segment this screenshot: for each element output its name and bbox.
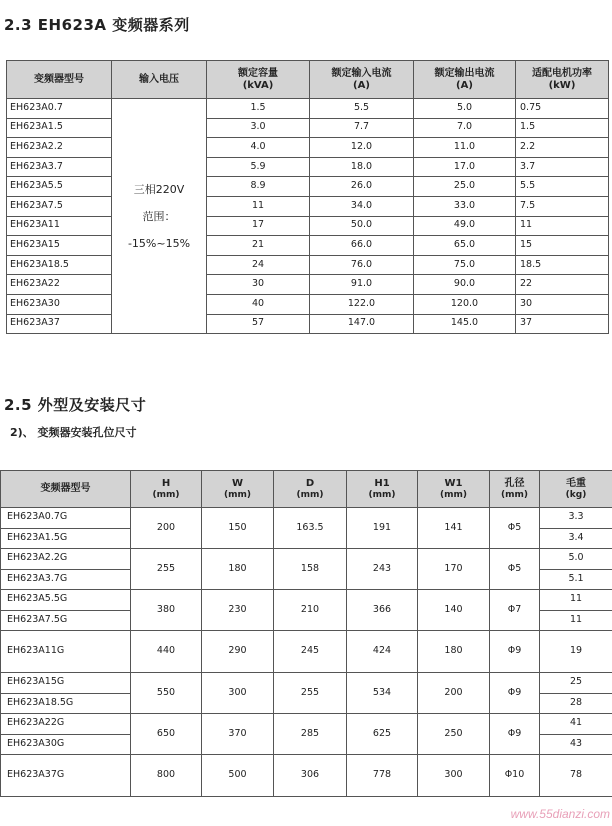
d-cell: 306: [274, 755, 347, 797]
model-cell: EH623A22G: [1, 714, 131, 735]
weight-cell: 5.1: [540, 569, 612, 590]
model-cell: EH623A15G: [1, 673, 131, 694]
h-cell: 650: [131, 714, 202, 755]
hole-cell: Φ7: [490, 590, 540, 631]
rated-output-current-cell: 11.0: [414, 138, 516, 158]
d-label: D: [305, 478, 315, 490]
col-model-header: 变频器型号: [7, 61, 112, 99]
h1-cell: 625: [347, 714, 418, 755]
table-row: [7, 255, 609, 275]
rated-capacity-cell: 1.5: [207, 99, 310, 119]
model-cell: EH623A7.5: [7, 196, 112, 216]
w-cell: 500: [202, 755, 274, 797]
col-w-header: [202, 471, 274, 508]
table-row: [1, 549, 612, 570]
motor-power-cell: 0.75: [516, 99, 609, 119]
rated-input-current-cell: 147.0: [310, 314, 414, 334]
mounting-dimensions-table: [0, 470, 612, 797]
w-cell: 150: [202, 508, 274, 549]
input-voltage-cell: [112, 99, 207, 334]
model-cell: EH623A15: [7, 236, 112, 256]
model-cell: EH623A37: [7, 314, 112, 334]
rated-output-current-unit: (A): [456, 79, 473, 91]
rated-input-current-unit: (A): [353, 79, 370, 91]
w-cell: 230: [202, 590, 274, 631]
rated-output-current-cell: 5.0: [414, 99, 516, 119]
w-unit: (mm): [224, 489, 251, 500]
h1-label: H1: [374, 478, 390, 490]
h1-unit: (mm): [368, 489, 396, 500]
col-rated-input-current-header: [310, 61, 414, 99]
h1-cell: 778: [347, 755, 418, 797]
col-h1-header: [347, 471, 418, 508]
rated-input-current-label: 额定输入电流: [331, 68, 392, 79]
hole-cell: Φ9: [490, 631, 540, 673]
section-2-5-subtitle: 2)、 变频器安装孔位尺寸: [10, 426, 137, 439]
hole-cell: Φ9: [490, 714, 540, 755]
model-cell: EH623A37G: [1, 755, 131, 797]
h-cell: 255: [131, 549, 202, 590]
table-row: [1, 755, 612, 797]
rated-output-current-cell: 25.0: [414, 177, 516, 197]
rated-input-current-cell: 5.5: [310, 99, 414, 119]
motor-power-cell: 5.5: [516, 177, 609, 197]
h1-cell: 243: [347, 549, 418, 590]
w1-cell: 141: [418, 508, 490, 549]
w1-cell: 200: [418, 673, 490, 714]
hole-label: 孔径: [504, 478, 525, 490]
motor-power-cell: 37: [516, 314, 609, 334]
model-cell: EH623A22: [7, 275, 112, 295]
w-cell: 290: [202, 631, 274, 673]
model-cell: EH623A30G: [1, 734, 131, 755]
rated-capacity-cell: 4.0: [207, 138, 310, 158]
h-cell: 380: [131, 590, 202, 631]
weight-cell: 25: [540, 673, 612, 694]
motor-power-cell: 7.5: [516, 196, 609, 216]
model-cell: EH623A5.5: [7, 177, 112, 197]
d-cell: 163.5: [274, 508, 347, 549]
table-row: [7, 275, 609, 295]
table-row: [7, 157, 609, 177]
rated-capacity-cell: 5.9: [207, 157, 310, 177]
h1-cell: 191: [347, 508, 418, 549]
rated-input-current-cell: 26.0: [310, 177, 414, 197]
h1-cell: 424: [347, 631, 418, 673]
col-h-header: [131, 471, 202, 508]
model-cell: EH623A0.7G: [1, 508, 131, 529]
table-row: [7, 236, 609, 256]
w1-cell: 170: [418, 549, 490, 590]
d-cell: 210: [274, 590, 347, 631]
section-2-5-title: 2.5 外型及安装尺寸: [4, 396, 147, 414]
w-cell: 180: [202, 549, 274, 590]
h1-cell: 366: [347, 590, 418, 631]
hole-cell: Φ5: [490, 508, 540, 549]
col-motor-power-header: [516, 61, 609, 99]
model-cell: EH623A5.5G: [1, 590, 131, 611]
table-row: [1, 673, 612, 694]
rated-input-current-cell: 76.0: [310, 255, 414, 275]
h-cell: 200: [131, 508, 202, 549]
col-rated-capacity-header: [207, 61, 310, 99]
rated-input-current-cell: 122.0: [310, 294, 414, 314]
table-row: [7, 118, 609, 138]
rated-input-current-cell: 7.7: [310, 118, 414, 138]
rated-capacity-label: 额定容量: [238, 68, 278, 79]
rated-input-current-cell: 12.0: [310, 138, 414, 158]
table-row: [1, 508, 612, 529]
rated-capacity-cell: 30: [207, 275, 310, 295]
weight-cell: 78: [540, 755, 612, 797]
d-unit: (mm): [296, 489, 324, 500]
rated-input-current-cell: 34.0: [310, 196, 414, 216]
col-hole-header: [490, 471, 540, 508]
rated-input-current-cell: 91.0: [310, 275, 414, 295]
rated-input-current-cell: 66.0: [310, 236, 414, 256]
motor-power-cell: 18.5: [516, 255, 609, 275]
weight-cell: 3.3: [540, 508, 612, 529]
col-weight-header: [540, 471, 612, 508]
rated-output-current-cell: 65.0: [414, 236, 516, 256]
hole-cell: Φ9: [490, 673, 540, 714]
table-row: [7, 99, 609, 119]
weight-cell: 41: [540, 714, 612, 735]
hole-cell: Φ5: [490, 549, 540, 590]
motor-power-unit: (kW): [548, 79, 576, 91]
rated-input-current-cell: 50.0: [310, 216, 414, 236]
motor-power-cell: 2.2: [516, 138, 609, 158]
rated-capacity-cell: 40: [207, 294, 310, 314]
rated-capacity-cell: 3.0: [207, 118, 310, 138]
w-cell: 370: [202, 714, 274, 755]
w1-cell: 250: [418, 714, 490, 755]
w1-label: W1: [444, 478, 463, 490]
w1-cell: 140: [418, 590, 490, 631]
rated-capacity-cell: 8.9: [207, 177, 310, 197]
h-cell: 800: [131, 755, 202, 797]
rated-output-current-cell: 33.0: [414, 196, 516, 216]
motor-power-cell: 22: [516, 275, 609, 295]
table-row: [7, 138, 609, 158]
voltage-line: -15%~15%: [127, 236, 191, 250]
rated-output-current-cell: 75.0: [414, 255, 516, 275]
model-cell: EH623A3.7: [7, 157, 112, 177]
table-row: [7, 216, 609, 236]
w1-cell: 180: [418, 631, 490, 673]
table-row: [7, 314, 609, 334]
model-cell: EH623A0.7: [7, 99, 112, 119]
table-row: [7, 177, 609, 197]
model-cell: EH623A18.5G: [1, 693, 131, 714]
table-row: [1, 590, 612, 611]
rated-output-current-cell: 49.0: [414, 216, 516, 236]
table-row: [7, 294, 609, 314]
weight-cell: 11: [540, 590, 612, 611]
weight-cell: 43: [540, 734, 612, 755]
weight-cell: 5.0: [540, 549, 612, 570]
table-row: [1, 714, 612, 735]
rated-output-current-cell: 145.0: [414, 314, 516, 334]
w-cell: 300: [202, 673, 274, 714]
col-d-header: [274, 471, 347, 508]
rated-capacity-cell: 21: [207, 236, 310, 256]
model-cell: EH623A2.2: [7, 138, 112, 158]
voltage-line: 三相220V: [133, 182, 185, 196]
d-cell: 245: [274, 631, 347, 673]
col-model-header: 变频器型号: [1, 471, 131, 508]
rated-output-current-cell: 90.0: [414, 275, 516, 295]
weight-label: 毛重: [566, 478, 586, 490]
w1-unit: (mm): [440, 489, 467, 500]
d-cell: 285: [274, 714, 347, 755]
rated-output-current-cell: 120.0: [414, 294, 516, 314]
weight-cell: 3.4: [540, 528, 612, 549]
h-cell: 440: [131, 631, 202, 673]
rated-output-current-cell: 7.0: [414, 118, 516, 138]
motor-power-cell: 11: [516, 216, 609, 236]
weight-cell: 19: [540, 631, 612, 673]
motor-power-cell: 30: [516, 294, 609, 314]
model-cell: EH623A18.5: [7, 255, 112, 275]
w-label: W: [231, 478, 244, 490]
weight-cell: 11: [540, 610, 612, 631]
eh623a-series-table: [6, 60, 609, 334]
hole-cell: Φ10: [490, 755, 540, 797]
rated-output-current-cell: 17.0: [414, 157, 516, 177]
rated-capacity-cell: 11: [207, 196, 310, 216]
d-cell: 158: [274, 549, 347, 590]
w1-cell: 300: [418, 755, 490, 797]
h-cell: 550: [131, 673, 202, 714]
model-cell: EH623A2.2G: [1, 549, 131, 570]
col-input-voltage-header: 输入电压: [112, 61, 207, 99]
motor-power-cell: 15: [516, 236, 609, 256]
table-row: [7, 196, 609, 216]
motor-power-cell: 3.7: [516, 157, 609, 177]
h1-cell: 534: [347, 673, 418, 714]
table-header-row: [1, 471, 612, 508]
rated-capacity-cell: 24: [207, 255, 310, 275]
rated-capacity-unit: (kVA): [242, 79, 274, 91]
model-cell: EH623A11: [7, 216, 112, 236]
h-label: H: [161, 478, 171, 490]
model-cell: EH623A1.5G: [1, 528, 131, 549]
model-cell: EH623A3.7G: [1, 569, 131, 590]
d-cell: 255: [274, 673, 347, 714]
rated-input-current-cell: 18.0: [310, 157, 414, 177]
col-rated-output-current-header: [414, 61, 516, 99]
section-2-3-title: 2.3 EH623A 变频器系列: [4, 16, 190, 34]
model-cell: EH623A7.5G: [1, 610, 131, 631]
rated-capacity-cell: 57: [207, 314, 310, 334]
motor-power-label: 适配电机功率: [532, 68, 592, 79]
model-cell: EH623A1.5: [7, 118, 112, 138]
rated-output-current-label: 额定输出电流: [434, 68, 495, 79]
table-header-row: [7, 61, 609, 99]
voltage-line: 范围：: [142, 209, 176, 223]
watermark: www.55dianzi.com: [510, 807, 610, 821]
hole-unit: (mm): [501, 489, 528, 500]
weight-cell: 28: [540, 693, 612, 714]
weight-unit: (kg): [565, 489, 587, 500]
model-cell: EH623A11G: [1, 631, 131, 673]
motor-power-cell: 1.5: [516, 118, 609, 138]
rated-capacity-cell: 17: [207, 216, 310, 236]
col-w1-header: [418, 471, 490, 508]
model-cell: EH623A30: [7, 294, 112, 314]
table-row: [1, 631, 612, 673]
h-unit: (mm): [152, 489, 180, 500]
